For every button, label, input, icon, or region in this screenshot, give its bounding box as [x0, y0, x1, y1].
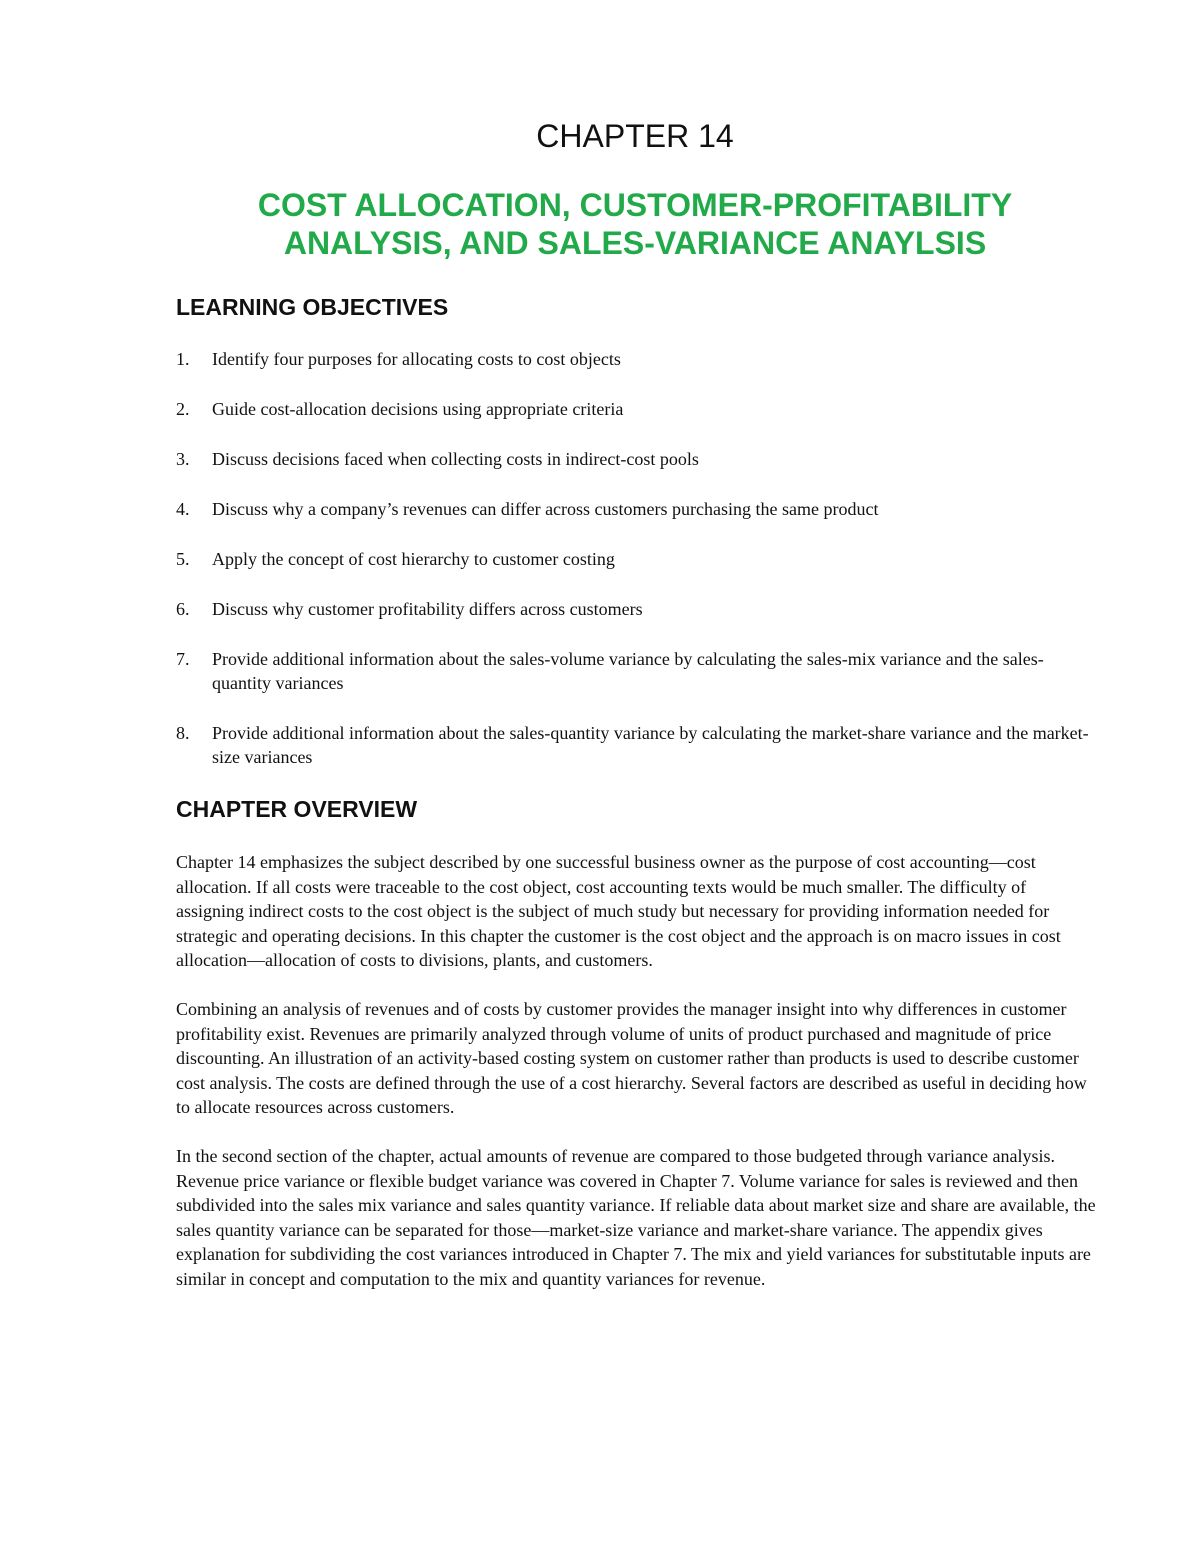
chapter-title-line-2: ANALYSIS, AND SALES-VARIANCE ANAYLSIS [283, 225, 987, 261]
overview-paragraph: Combining an analysis of revenues and of costs by customer provides the manager insight into why differences in customer profitability exist. Revenues are primarily analyzed through volume of units of product purchased and magnitude of price discounting. An illustration of an activity-based costing system on customer rather than products is used to describe customer cost analysis. The costs are defined through the use of a cost hierarchy. Several factors are described as useful in deciding how to allocate resources across customers. [176, 998, 1087, 1118]
overview-paragraph: Chapter 14 emphasizes the subject described by one successful business owner as the purpose of cost accounting—cost allocation. If all costs were traceable to the cost object, cost accounting texts would be much smaller. The difficulty of assigning indirect costs to the cost object is the subject of much study but necessary for providing information needed for strategic and operating decisions. In this chapter the customer is the cost object and the approach is on macro issues in cost allocation—allocation of costs to divisions, plants, and customers. [176, 852, 1061, 971]
objective-number: 3. [176, 449, 190, 469]
learning-objectives-list [176, 347, 1096, 795]
objective-item [176, 647, 1096, 695]
objective-text: Identify four purposes for allocating costs to cost objects [212, 349, 621, 369]
objective-number: 8. [176, 723, 190, 743]
objective-number: 2. [176, 399, 190, 419]
objective-item [176, 447, 1096, 471]
learning-objectives-heading: LEARNING OBJECTIVES [176, 294, 449, 320]
objective-item [176, 497, 1096, 521]
objective-number: 4. [176, 499, 190, 519]
chapter-overview-heading: CHAPTER OVERVIEW [176, 796, 418, 822]
objective-number: 6. [176, 599, 190, 619]
objective-item [176, 597, 1096, 621]
objective-text: Discuss decisions faced when collecting costs in indirect-cost pools [212, 449, 699, 469]
objective-item [176, 347, 1096, 371]
objective-text: Provide additional information about the sales-quantity variance by calculating the market-share variance and the market-size variances [212, 723, 1089, 767]
chapter-number: CHAPTER 14 [536, 118, 734, 154]
overview-paragraph: In the second section of the chapter, actual amounts of revenue are compared to those budgeted through variance analysis. Revenue price variance or flexible budget variance was covered in Chapter 7. Volume variance for sales is reviewed and then subdivided into the sales mix variance and sales quantity variance. If reliable data about market size and share are available, the sales quantity variance can be separated for those—market-size variance and market-share variance. The appendix gives explanation for subdividing the cost variances introduced in Chapter 7. The mix and yield variances for substitutable inputs are similar in concept and computation to the mix and quantity variances for revenue. [176, 1145, 1096, 1289]
objective-item [176, 397, 1096, 421]
objective-number: 1. [176, 349, 190, 369]
objective-number: 5. [176, 549, 190, 569]
objective-text: Discuss why customer profitability differs across customers [212, 599, 643, 619]
objective-text: Discuss why a company’s revenues can differ across customers purchasing the same product [212, 499, 879, 519]
objective-text: Provide additional information about the sales-volume variance by calculating the sales-mix variance and the sales-quantity variances [212, 649, 1044, 693]
objective-item [176, 721, 1096, 769]
objective-item [176, 547, 1096, 571]
objective-number: 7. [176, 649, 190, 669]
chapter-overview-body [176, 850, 1096, 1316]
objective-text: Apply the concept of cost hierarchy to customer costing [212, 549, 615, 569]
objective-text: Guide cost-allocation decisions using appropriate criteria [212, 399, 624, 419]
chapter-title-line-1: COST ALLOCATION, CUSTOMER-PROFITABILITY [257, 187, 1013, 223]
chapter-title [0, 186, 1200, 262]
